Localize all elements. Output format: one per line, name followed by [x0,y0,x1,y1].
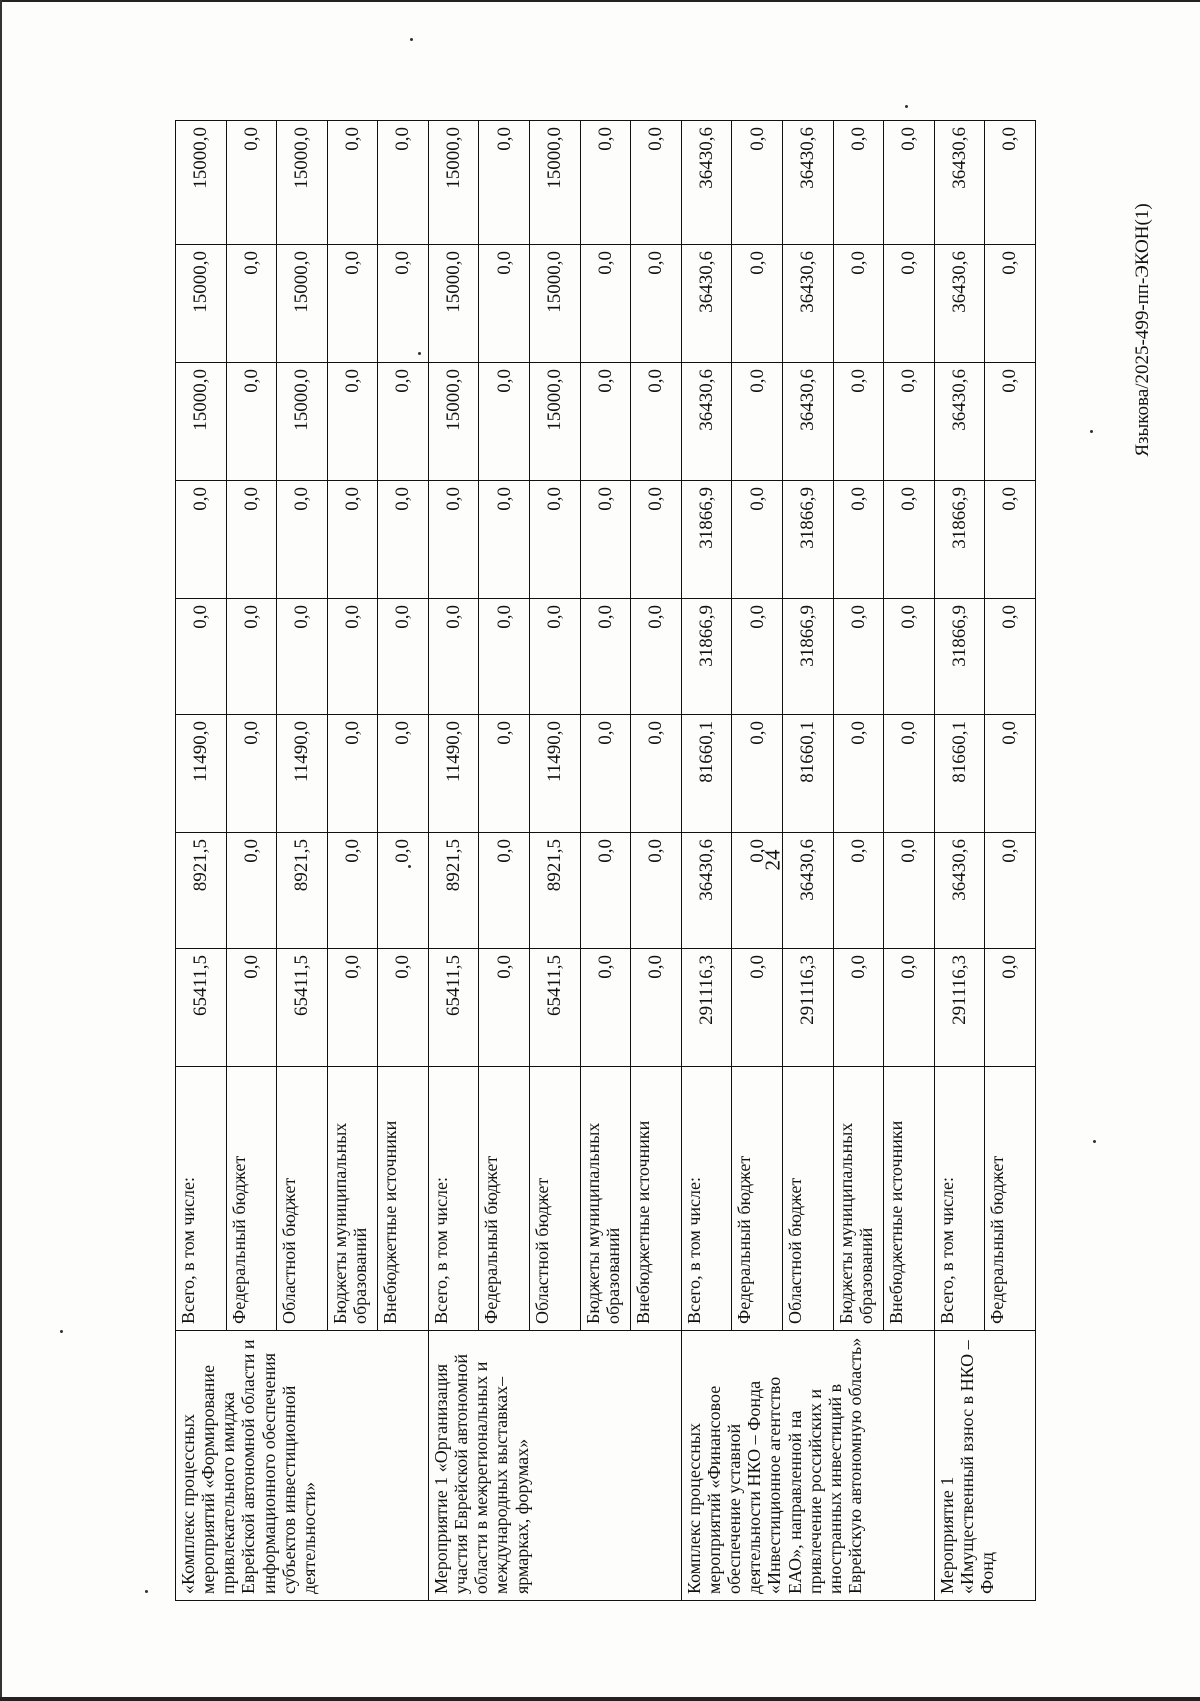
funding-source-cell: Всего, в том числе: [681,1067,732,1331]
amount-cell: 0,0 [226,949,277,1067]
amount-cell: 0,0 [833,363,884,481]
amount-cell: 0,0 [732,481,783,599]
amount-cell: 36430,6 [934,833,985,949]
amount-cell: 65411,5 [428,949,479,1067]
amount-cell: 0,0 [479,599,530,715]
amount-cell: 0,0 [884,949,935,1067]
amount-cell: 81660,1 [681,715,732,833]
amount-cell: 0,0 [631,245,682,363]
amount-cell: 0,0 [580,833,631,949]
amount-cell: 15000,0 [176,245,227,363]
budget-table-container [175,121,1035,1601]
amount-cell: 31866,9 [934,599,985,715]
funding-source-cell: Бюджеты муниципальных образований [327,1067,378,1331]
amount-cell: 0,0 [327,833,378,949]
amount-cell: 36430,6 [782,833,833,949]
amount-cell: 0,0 [327,481,378,599]
amount-cell: 0,0 [479,121,530,245]
amount-cell: 31866,9 [681,481,732,599]
amount-cell: 0,0 [226,599,277,715]
amount-cell: 65411,5 [176,949,227,1067]
amount-cell: 0,0 [732,121,783,245]
funding-source-cell: Федеральный бюджет [479,1067,530,1331]
event-name-cell: «Комплекс процессных мероприятий «Формирование привлекательного имиджа Еврейской автономной области и информационного обеспечения субъектов инвестиционной деятельности» [176,1331,429,1601]
amount-cell: 0,0 [530,599,581,715]
amount-cell: 0,0 [226,245,277,363]
page-number: 24 [760,849,785,871]
amount-cell: 0,0 [580,245,631,363]
funding-source-cell: Областной бюджет [782,1067,833,1331]
amount-cell: 15000,0 [277,121,328,245]
amount-cell: 0,0 [985,949,1036,1067]
amount-cell: 65411,5 [530,949,581,1067]
table-row [428,121,479,1601]
amount-cell: 0,0 [580,121,631,245]
amount-cell: 0,0 [732,833,783,949]
amount-cell: 15000,0 [428,363,479,481]
amount-cell: 291116,3 [782,949,833,1067]
amount-cell: 0,0 [327,949,378,1067]
amount-cell: 0,0 [631,949,682,1067]
amount-cell: 15000,0 [530,363,581,481]
amount-cell: 0,0 [631,715,682,833]
amount-cell: 0,0 [479,363,530,481]
amount-cell: 0,0 [732,599,783,715]
amount-cell: 36430,6 [782,363,833,481]
amount-cell: 0,0 [530,481,581,599]
amount-cell: 11490,0 [277,715,328,833]
amount-cell: 0,0 [631,363,682,481]
funding-source-cell: Бюджеты муниципальных образований [580,1067,631,1331]
amount-cell: 65411,5 [277,949,328,1067]
amount-cell: 0,0 [378,121,429,245]
scan-speck [1090,430,1093,433]
scan-edge-left [0,0,2,1701]
funding-source-cell: Внебюджетные источники [631,1067,682,1331]
amount-cell: 0,0 [884,363,935,481]
amount-cell: 0,0 [226,363,277,481]
amount-cell: 0,0 [580,363,631,481]
amount-cell: 0,0 [631,121,682,245]
amount-cell: 0,0 [277,599,328,715]
amount-cell: 0,0 [833,121,884,245]
event-name-cell: Комплекс процессных мероприятий «Финансовое обеспечение уставной деятельности НКО – Фонда «Инвестиционное агентство ЕАО», направленной на привлечение российских и иностранных инвестиций в Еврейскую автономную область» [681,1331,934,1601]
amount-cell: 0,0 [732,949,783,1067]
amount-cell: 0,0 [327,715,378,833]
table-row [176,121,227,1601]
amount-cell: 0,0 [884,599,935,715]
amount-cell: 0,0 [732,363,783,481]
amount-cell: 0,0 [985,245,1036,363]
amount-cell: 291116,3 [934,949,985,1067]
amount-cell: 0,0 [833,833,884,949]
budget-table [175,120,1036,1601]
table-row [934,121,985,1601]
amount-cell: 0,0 [428,481,479,599]
amount-cell: 0,0 [378,481,429,599]
amount-cell: 8921,5 [277,833,328,949]
amount-cell: 0,0 [277,481,328,599]
amount-cell: 0,0 [378,833,429,949]
scan-speck [905,105,908,108]
amount-cell: 15000,0 [277,363,328,481]
amount-cell: 0,0 [378,949,429,1067]
amount-cell: 0,0 [985,363,1036,481]
scan-edge-top [0,0,1200,2]
funding-source-cell: Всего, в том числе: [428,1067,479,1331]
amount-cell: 0,0 [833,599,884,715]
amount-cell: 0,0 [428,599,479,715]
amount-cell: 0,0 [327,363,378,481]
amount-cell: 15000,0 [176,121,227,245]
amount-cell: 0,0 [732,715,783,833]
amount-cell: 36430,6 [681,833,732,949]
amount-cell: 0,0 [479,833,530,949]
amount-cell: 36430,6 [681,121,732,245]
amount-cell: 81660,1 [934,715,985,833]
amount-cell: 0,0 [631,833,682,949]
amount-cell: 0,0 [479,715,530,833]
table-row [681,121,732,1601]
amount-cell: 0,0 [833,245,884,363]
amount-cell: 8921,5 [176,833,227,949]
document-id-footer: Языкова/2025-499-пп-ЭКОН(1) [1132,203,1153,457]
amount-cell: 36430,6 [681,245,732,363]
amount-cell: 15000,0 [530,121,581,245]
event-name-cell: Мероприятие 1 «Имущественный взнос в НКО – Фонд [934,1331,1035,1601]
amount-cell: 8921,5 [530,833,581,949]
amount-cell: 31866,9 [934,481,985,599]
amount-cell: 0,0 [884,245,935,363]
amount-cell: 0,0 [327,599,378,715]
amount-cell: 11490,0 [428,715,479,833]
funding-source-cell: Бюджеты муниципальных образований [833,1067,884,1331]
table-body [176,121,1036,1601]
scan-speck [1093,1140,1096,1143]
amount-cell: 0,0 [378,245,429,363]
scan-edge-bottom [0,1697,1200,1701]
funding-source-cell: Федеральный бюджет [732,1067,783,1331]
amount-cell: 0,0 [631,599,682,715]
amount-cell: 0,0 [985,715,1036,833]
funding-source-cell: Областной бюджет [277,1067,328,1331]
amount-cell: 0,0 [378,363,429,481]
amount-cell: 31866,9 [681,599,732,715]
amount-cell: 31866,9 [782,599,833,715]
amount-cell: 0,0 [176,481,227,599]
amount-cell: 15000,0 [530,245,581,363]
amount-cell: 15000,0 [428,245,479,363]
amount-cell: 0,0 [176,599,227,715]
amount-cell: 11490,0 [530,715,581,833]
scan-speck [410,38,413,41]
amount-cell: 15000,0 [277,245,328,363]
amount-cell: 0,0 [884,833,935,949]
amount-cell: 0,0 [985,833,1036,949]
amount-cell: 291116,3 [681,949,732,1067]
scan-speck [60,1330,63,1333]
amount-cell: 0,0 [226,833,277,949]
amount-cell: 0,0 [985,481,1036,599]
amount-cell: 0,0 [378,599,429,715]
amount-cell: 36430,6 [782,245,833,363]
amount-cell: 36430,6 [934,363,985,481]
amount-cell: 0,0 [479,245,530,363]
amount-cell: 0,0 [884,715,935,833]
amount-cell: 0,0 [226,121,277,245]
amount-cell: 0,0 [479,949,530,1067]
event-name-cell: Мероприятие 1 «Организация участия Еврейской автономной области в межрегиональных и международных выставках–ярмарках, форумах» [428,1331,681,1601]
amount-cell: 0,0 [580,481,631,599]
amount-cell: 0,0 [631,481,682,599]
scan-speck [145,1590,148,1593]
amount-cell: 0,0 [833,481,884,599]
amount-cell: 36430,6 [934,121,985,245]
amount-cell: 0,0 [833,715,884,833]
amount-cell: 36430,6 [934,245,985,363]
amount-cell: 0,0 [580,715,631,833]
amount-cell: 36430,6 [782,121,833,245]
funding-source-cell: Федеральный бюджет [226,1067,277,1331]
amount-cell: 0,0 [226,715,277,833]
amount-cell: 0,0 [327,245,378,363]
amount-cell: 0,0 [884,121,935,245]
amount-cell: 31866,9 [782,481,833,599]
funding-source-cell: Всего, в том числе: [176,1067,227,1331]
amount-cell: 11490,0 [176,715,227,833]
funding-source-cell: Внебюджетные источники [378,1067,429,1331]
funding-source-cell: Областной бюджет [530,1067,581,1331]
amount-cell: 0,0 [226,481,277,599]
funding-source-cell: Всего, в том числе: [934,1067,985,1331]
amount-cell: 0,0 [732,245,783,363]
funding-source-cell: Федеральный бюджет [985,1067,1036,1331]
amount-cell: 0,0 [580,949,631,1067]
amount-cell: 81660,1 [782,715,833,833]
amount-cell: 36430,6 [681,363,732,481]
amount-cell: 0,0 [833,949,884,1067]
amount-cell: 8921,5 [428,833,479,949]
funding-source-cell: Внебюджетные источники [884,1067,935,1331]
amount-cell: 0,0 [985,121,1036,245]
amount-cell: 15000,0 [176,363,227,481]
amount-cell: 15000,0 [428,121,479,245]
amount-cell: 0,0 [884,481,935,599]
amount-cell: 0,0 [580,599,631,715]
amount-cell: 0,0 [985,599,1036,715]
amount-cell: 0,0 [479,481,530,599]
amount-cell: 0,0 [327,121,378,245]
amount-cell: 0,0 [378,715,429,833]
